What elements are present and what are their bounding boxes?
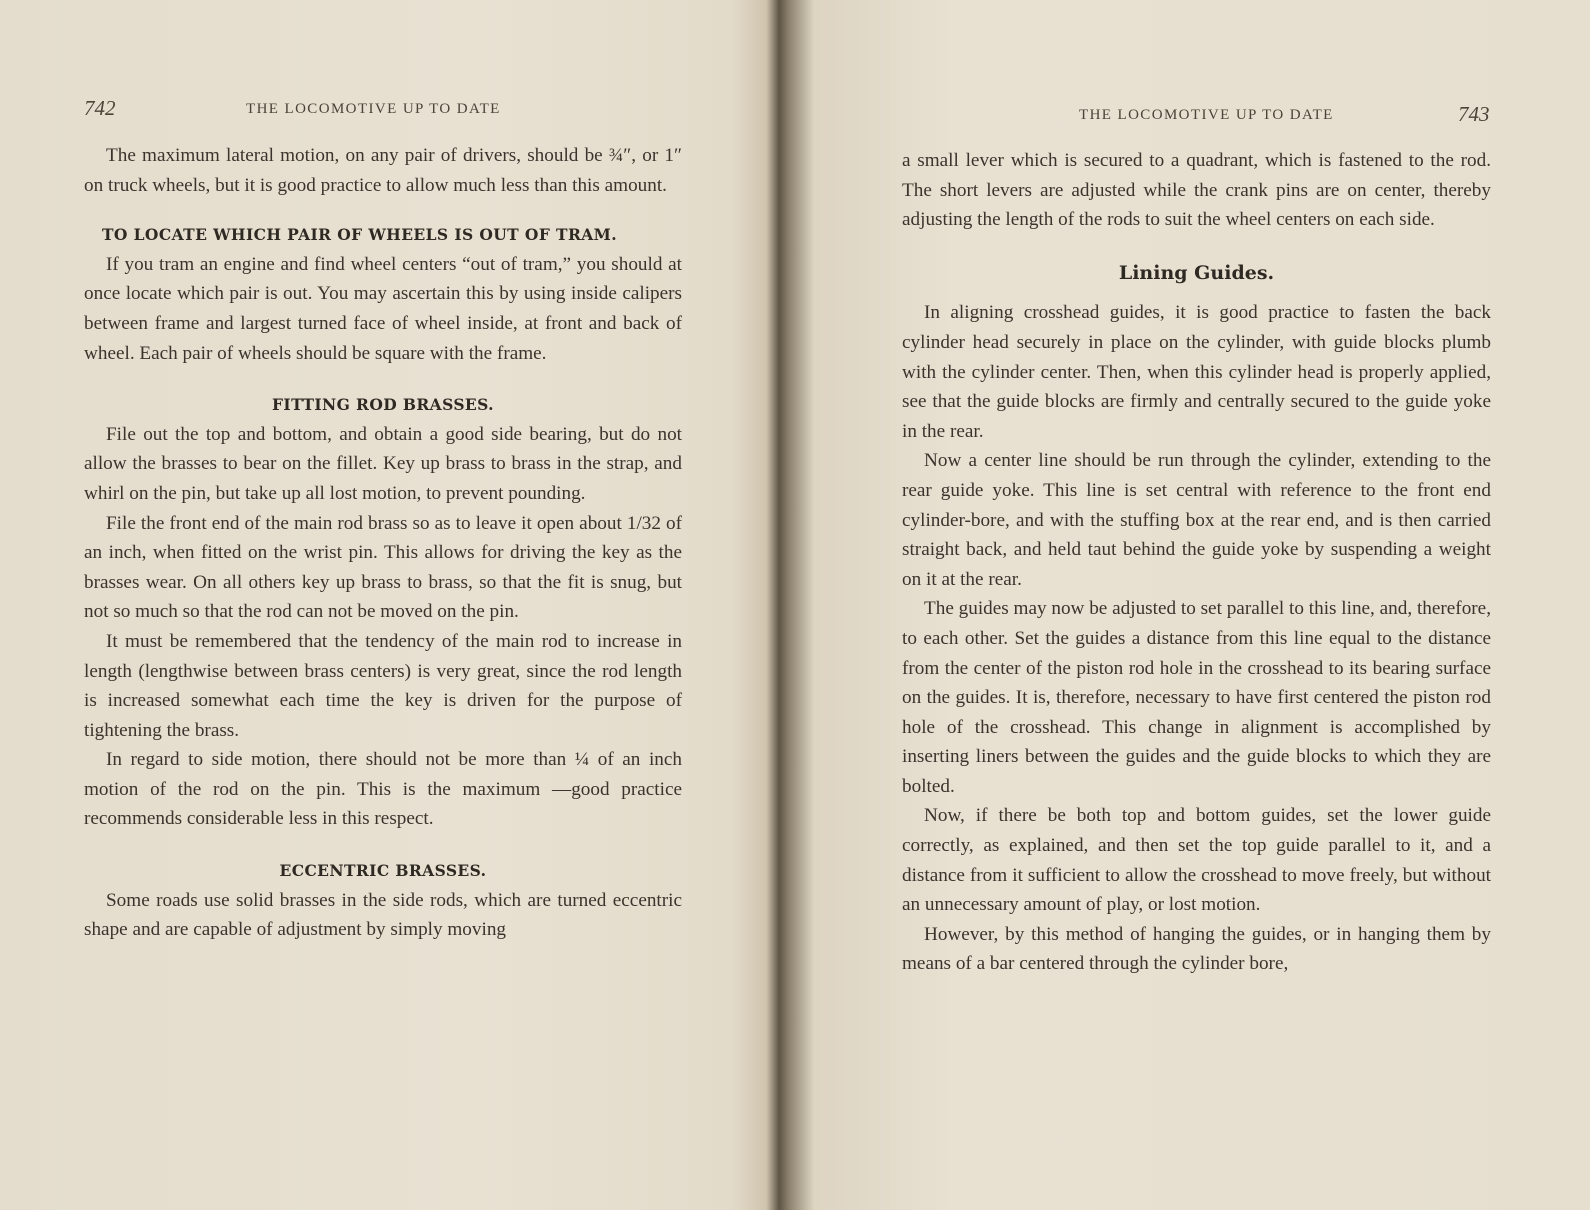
paragraph: Now a center line should be run through the cylinder, extending to the rear guide yoke. This line is set central with reference to the front end cylinder-bore, and with the stuffing box at the rear end, and is then carried straight back, and held taut behind the guide yoke by suspending a weight on it at the rear. [902,450,1491,590]
right-page [800,0,1590,1210]
running-header: THE LOCOMOTIVE UP TO DATE [1079,107,1334,123]
page-body [84,141,682,945]
paragraph: Now, if there be both top and bottom guides, set the lower guide correctly, as explained, and then set the top guide parallel to it, and a distance from it sufficient to allow the crosshead to move freely, but without an unnecessary amount of play, or lost motion. [902,805,1491,916]
section-heading: Lining Guides. [1118,261,1275,284]
paragraph: Some roads use solid brasses in the side rods, which are turned eccentric shape and are capable of adjustment by simply moving [84,889,682,941]
section-heading: FITTING ROD BRASSES. [272,395,494,415]
section-heading: TO LOCATE WHICH PAIR OF WHEELS IS OUT OF TRAM. [102,225,618,245]
paragraph: In regard to side motion, there should not be more than ¼ of an inch motion of the rod on the pin. This is the maximum —good practice recommends considerable less in this respect. [84,749,682,830]
paragraph: File out the top and bottom, and obtain a good side bearing, but do not allow the brasses to bear on the fillet. Key up brass to brass in the strap, and whirl on the pin, but take up all lost motion, to prevent pounding. [84,423,682,504]
page-body [902,146,1491,979]
paragraph: If you tram an engine and find wheel centers “out of tram,” you should at once locate which pair is out. You may ascertain this by using inside calipers between frame and largest turned face of wheel inside, at front and back of wheel. Each pair of wheels should be square with the frame. [84,253,682,364]
paragraph: The guides may now be adjusted to set parallel to this line, and, therefore, to each other. Set the guides a distance from this line equal to the distance from the center of the piston rod hole in the crosshead to its bearing surface on the guides. It is, therefore, necessary to have first centered the piston rod hole of the crosshead. This change in alignment is accomplished by inserting liners between the guides and the guide blocks to which they are bolted. [902,598,1491,797]
paragraph: a small lever which is secured to a quadrant, which is fastened to the rod. The short levers are adjusted while the crank pins are on center, thereby adjusting the length of the rods to suit the wheel centers on each side. [902,150,1491,231]
paragraph: File the front end of the main rod brass so as to leave it open about 1/32 of an inch, when fitted on the wrist pin. This allows for driving the key as the brasses wear. On all others key up brass to brass, so that the fit is snug, but not so much so that the rod can not be moved on the pin. [84,512,682,623]
page-number: 742 [84,96,116,120]
running-header: THE LOCOMOTIVE UP TO DATE [246,101,501,117]
section-heading: ECCENTRIC BRASSES. [279,861,487,881]
paragraph: However, by this method of hanging the guides, or in hanging them by means of a bar centered through the cylinder bore, [902,923,1491,975]
page-number: 743 [1458,102,1490,126]
paragraph: It must be remembered that the tendency of the main rod to increase in length (lengthwise between brass centers) is very great, since the rod length is increased somewhat each time the key is driven for the purpose of tightening the brass. [84,630,682,741]
paragraph: In aligning crosshead guides, it is good practice to fasten the back cylinder head securely in place on the cylinder, with guide blocks plumb with the cylinder center. Then, when this cylinder head is properly applied, see that the guide blocks are firmly and centrally secured to the guide yoke in the rear. [902,302,1491,442]
left-page [0,0,785,1210]
paragraph: The maximum lateral motion, on any pair of drivers, should be ¾″, or 1″ on truck wheels, but it is good practice to allow much less than this amount. [84,145,682,196]
